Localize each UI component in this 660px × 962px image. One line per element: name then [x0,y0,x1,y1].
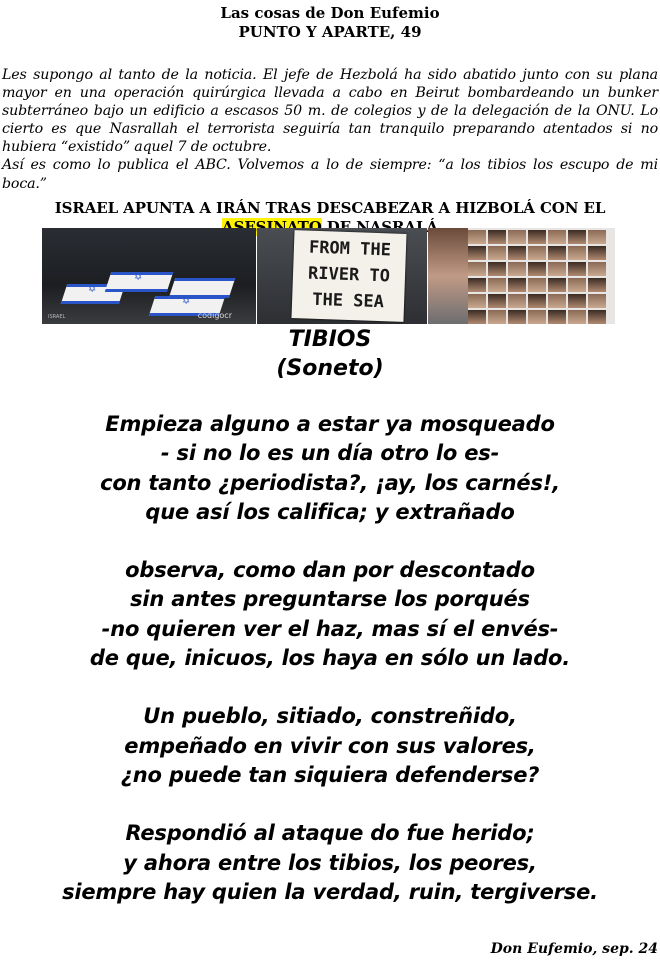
intro-paragraph-2: Así es como lo publica el ABC. Volvemos a lo de siempre: “a los tibios los escupo de mi boca.” [2,157,658,192]
face-thumb [588,310,606,324]
face-thumb [588,246,606,260]
face-thumb [548,262,566,276]
face-thumb [568,278,586,292]
face-thumb [468,310,486,324]
face-thumb [548,278,566,292]
face-thumb [548,230,566,244]
face-thumb [488,230,506,244]
coffin-shape [169,278,235,298]
face-thumb [508,230,526,244]
face-thumb [468,278,486,292]
poem-line: - si no lo es un día otro lo es- [160,441,500,466]
photo-hostages-collage [428,228,615,324]
stanza [0,819,660,907]
face-thumb [468,294,486,308]
face-thumb [528,246,546,260]
coffins-logo: códigocr [197,311,232,320]
face-thumb [508,278,526,292]
hostage-photo [428,228,468,324]
poem-line: siempre hay quien la verdad, ruin, tergiverse. [62,879,598,904]
poem-line: Respondió al ataque do fue herido; [125,821,535,846]
face-thumb [488,278,506,292]
poem-line: -no quieren ver el haz, mas sí el envés- [101,616,559,641]
poem-line: empeñado en vivir con sus valores, [124,733,536,758]
star-of-david-icon: ✡ [88,284,97,295]
coffins-caption: ISRAEL [48,314,66,320]
face-thumb [548,310,566,324]
face-thumb [528,278,546,292]
photo-coffins [42,228,256,324]
star-of-david-icon: ✡ [134,272,143,283]
face-thumb [588,294,606,308]
intro-text [2,66,658,193]
face-thumb [508,310,526,324]
photo-strip [42,228,616,324]
face-thumb [568,294,586,308]
face-thumb [568,230,586,244]
poem-line: Empieza alguno a estar ya mosqueado [105,412,555,436]
poem-title-block [0,325,660,383]
protest-sign [291,230,406,322]
face-thumb [568,310,586,324]
face-thumb [588,278,606,292]
face-thumb [488,310,506,324]
headline-part-1: ISRAEL APUNTA A IRÁN TRAS DESCABEZAR A HIZBOLÁ CON EL [54,198,606,217]
face-thumb [568,262,586,276]
poem-line: ¿no puede tan siquiera defenderse? [120,762,540,787]
face-thumb [488,246,506,260]
face-thumb [548,246,566,260]
header-series-title: Las cosas de Don Eufemio [220,4,440,22]
face-thumb [508,262,526,276]
sign-line-2: RIVER TO [307,263,391,287]
poem-line: sin antes preguntarse los porqués [130,587,530,612]
poem-body [0,410,660,936]
face-thumb [468,246,486,260]
poem-line: que así los califica; y extrañado [145,499,515,524]
face-thumb [528,262,546,276]
face-thumb [488,262,506,276]
face-thumb [528,310,546,324]
header-issue-title: PUNTO Y APARTE, 49 [238,23,422,41]
face-thumb [548,294,566,308]
photo-protest-sign [257,228,427,324]
poem-line: con tanto ¿periodista?, ¡ay, los carnés!, [100,470,560,495]
sign-line-3: THE SEA [311,289,385,313]
stanza [0,702,660,790]
stanza [0,556,660,673]
poem-line: y ahora entre los tibios, los peores, [123,850,537,875]
face-thumb [528,294,546,308]
face-thumb [568,246,586,260]
poem-subtitle: (Soneto) [276,356,384,381]
intro-paragraph-1: Les supongo al tanto de la noticia. El jefe de Hezbolá ha sido abatido junto con su plana mayor en una operación quirúrgica llevada a cabo en Beirut bombardeando un bunker subterráneo bajo un edificio a escasos 50 m. de colegios y de la delegación de la ONU. Lo cierto es que Nasrallah el terrorista seguiría tan tranquilo preparando atentados si no hubiera “existido” aquel 7 de octubre. [2,67,658,156]
star-of-david-icon: ✡ [182,296,191,307]
signature: Don Eufemio, sep. 24 [490,941,658,957]
face-thumb [588,230,606,244]
face-thumb [488,294,506,308]
face-thumb [468,230,486,244]
face-thumb [528,230,546,244]
stanza [0,410,660,527]
face-thumb [588,262,606,276]
hostage-faces-grid [468,230,614,324]
poem-title: TIBIOS [288,327,372,352]
face-thumb [508,294,526,308]
sign-line-1: FROM THE [308,237,392,261]
poem-line: Un pueblo, sitiado, constreñido, [143,704,517,729]
poem-line: observa, como dan por descontado [125,558,535,583]
face-thumb [468,262,486,276]
face-thumb [508,246,526,260]
poem-line: de que, inicuos, los haya en sólo un lado. [89,646,571,671]
